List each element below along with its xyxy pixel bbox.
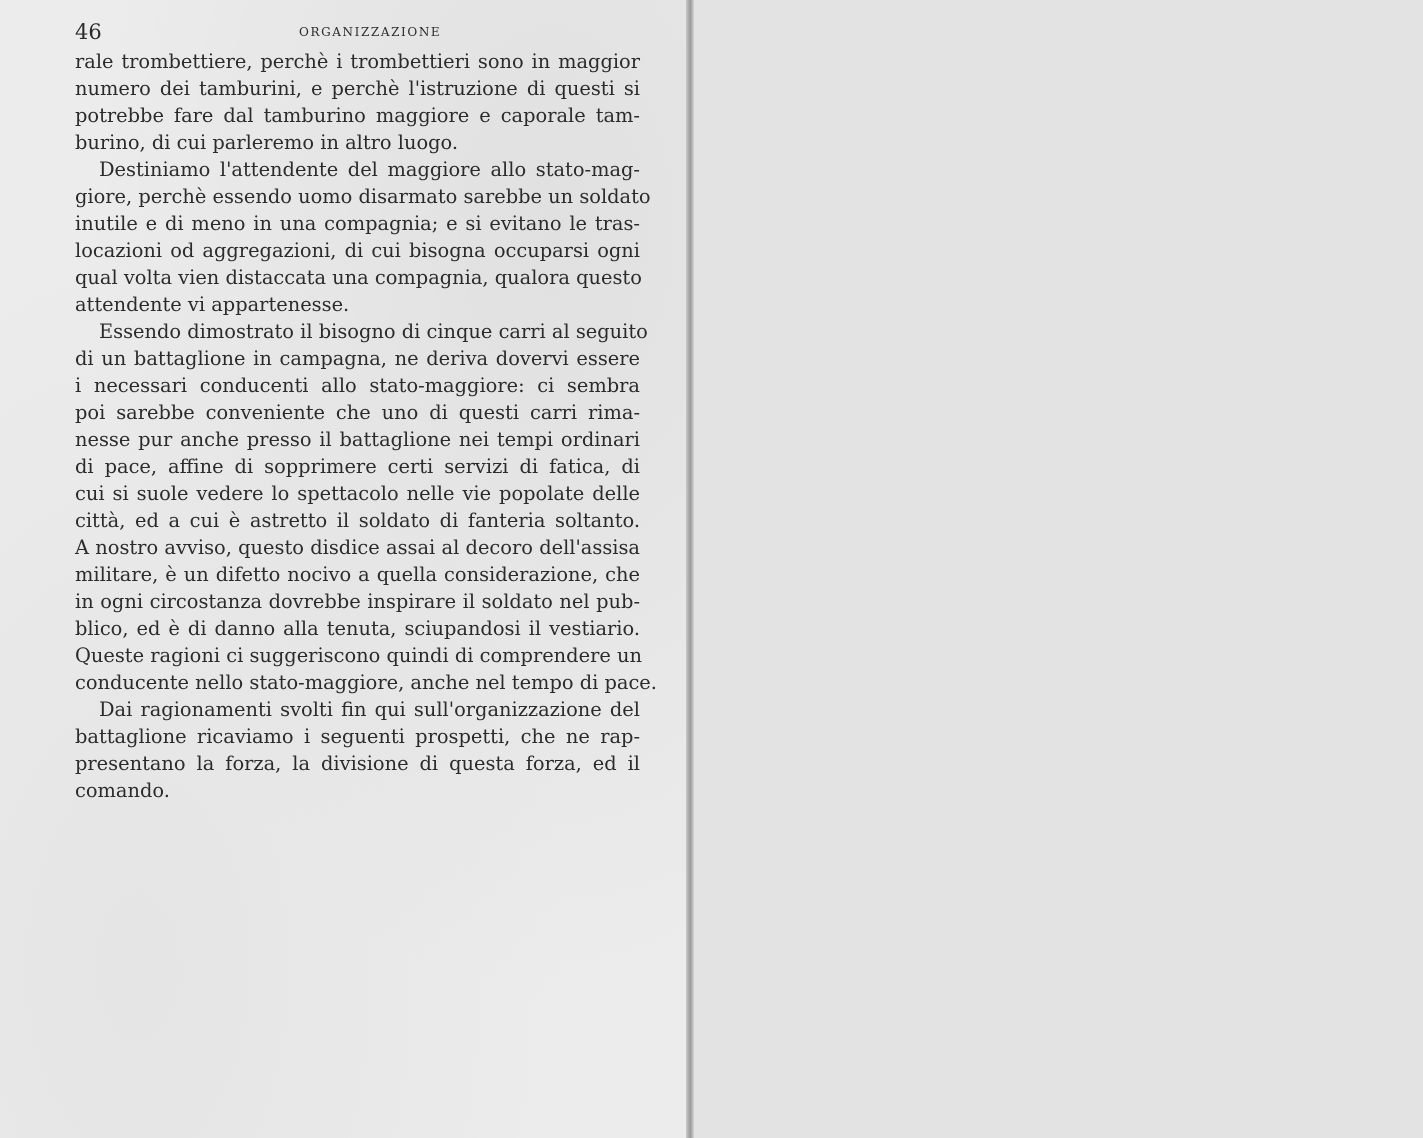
paragraph-4 [75,696,640,804]
text-line: poi sarebbe conveniente che uno di questi carri rima- [75,401,640,424]
page-number: 46 [75,20,102,44]
text-line: cui si suole vedere lo spettacolo nelle vie popolate delle [75,482,640,505]
text-line: attendente vi appartenesse. [75,293,350,316]
page-header [75,18,640,48]
text-line: comando. [75,779,170,802]
text-line: presentano la forza, la divisione di questa forza, ed il [75,752,640,775]
text-line: Destiniamo l'attendente del maggiore allo stato-mag- [99,158,640,181]
text-line: rale trombettiere, perchè i trombettieri sono in maggior [75,50,640,73]
text-line: numero dei tamburini, e perchè l'istruzione di questi si [75,77,640,100]
text-line: locazioni od aggregazioni, di cui bisogna occuparsi ogni [75,239,640,262]
text-line: nesse pur anche presso il battaglione nei tempi ordinari [75,428,640,451]
text-line: militare, è un difetto nocivo a quella considerazione, che [75,563,640,586]
paragraph-2 [75,156,651,318]
running-head: ORGANIZZAZIONE [299,25,442,39]
page-gutter-shadow [686,0,694,1138]
text-line: conducente nello stato-maggiore, anche nel tempo di pace. [75,671,657,694]
text-line: Dai ragionamenti svolti fin qui sull'organizzazione del [99,698,640,721]
text-line: città, ed a cui è astretto il soldato di fanteria soltanto. [75,509,640,532]
paragraph-3 [75,318,657,696]
text-line: inutile e di meno in una compagnia; e si evitano le tras- [75,212,640,235]
paragraph-1 [75,48,640,156]
text-line: battaglione ricaviamo i seguenti prospetti, che ne rap- [75,725,640,748]
text-line: A nostro avviso, questo disdice assai al decoro dell'assisa [75,536,640,559]
text-line: i necessari conducenti allo stato-maggiore: ci sembra [75,374,640,397]
text-line: potrebbe fare dal tamburino maggiore e caporale tam- [75,104,640,127]
text-line: qual volta vien distaccata una compagnia, qualora questo [75,266,642,289]
text-line: Queste ragioni ci suggeriscono quindi di comprendere un [75,644,642,667]
text-line: Essendo dimostrato il bisogno di cinque carri al seguito [99,320,648,343]
text-line: di un battaglione in campagna, ne deriva dovervi essere [75,347,640,370]
text-line: in ogni circostanza dovrebbe inspirare il soldato nel pub- [75,590,640,613]
text-line: di pace, affine di sopprimere certi servizi di fatica, di [75,455,640,478]
body-text [75,48,657,804]
text-line: giore, perchè essendo uomo disarmato sarebbe un soldato [75,185,651,208]
scanned-book-page [0,0,690,1138]
text-line: burino, di cui parleremo in altro luogo. [75,131,459,154]
text-line: blico, ed è di danno alla tenuta, sciupandosi il vestiario. [75,617,640,640]
